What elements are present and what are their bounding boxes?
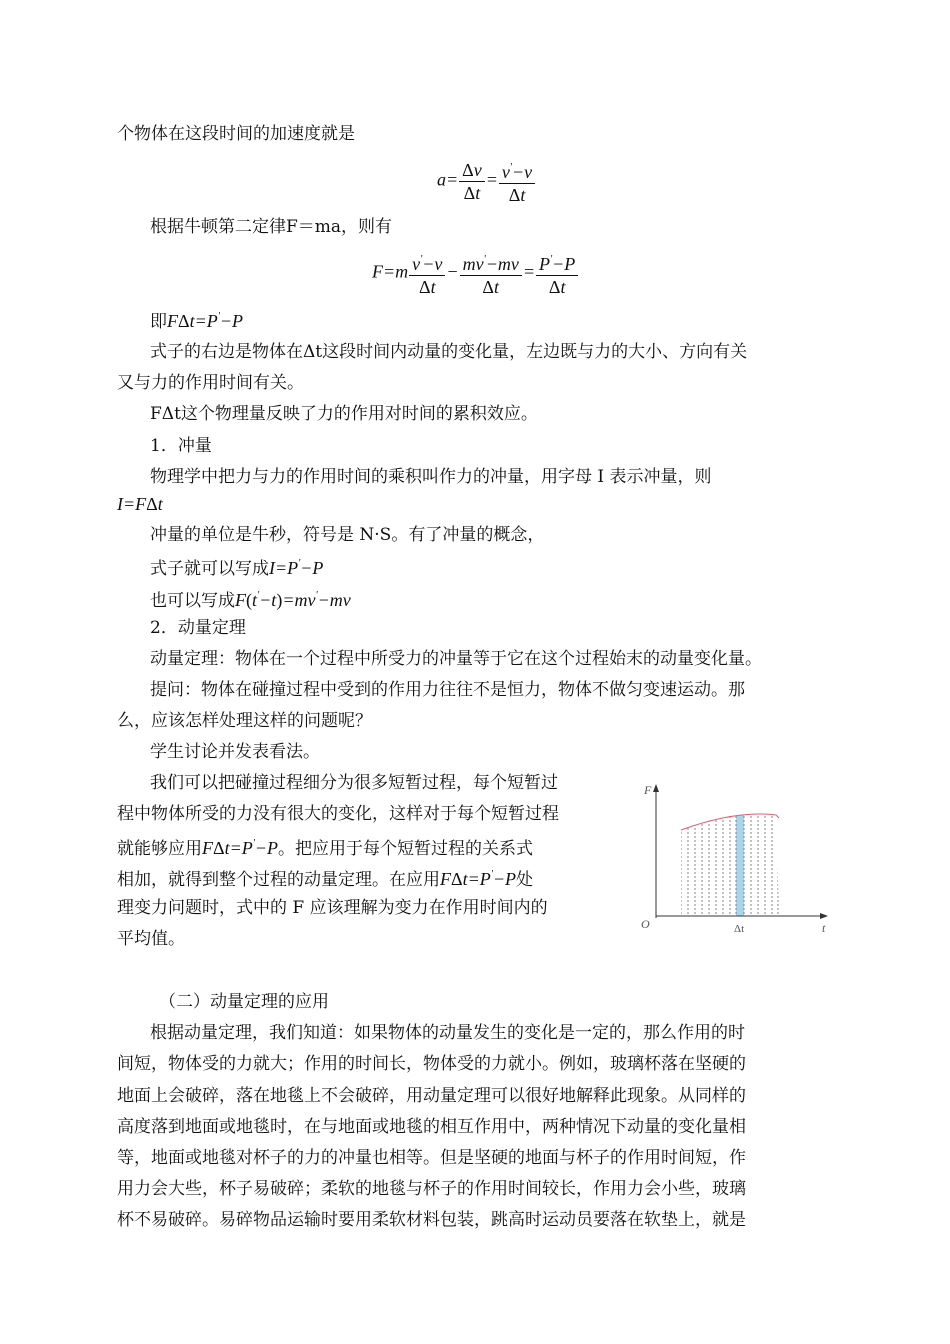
dt-label: Δt [734,923,745,935]
impulse-formula: I=FΔt [117,494,163,514]
para-line-5: 理变力问题时，式中的 F 应该理解为变力在作用时间内的 [117,898,548,918]
right-side-text-a: 式子的右边是物体在Δt这段时间内动量的变化量，左边既与力的大小、方向有关 [150,342,748,362]
para-line-2: 程中物体所受的力没有很大的变化，这样对于每个短暂过程 [117,804,559,824]
impulse-definition: 物理学中把力与力的作用时间的乘积叫作力的冲量，用字母 I 表示冲量，则 [150,467,712,487]
heading-theorem: 2．动量定理 [150,618,246,638]
inline-formula-2: FΔt=P'−P [440,869,517,889]
para-line-3 [117,833,533,860]
newton-law-text: 根据牛顿第二定律F＝ma，则有 [150,217,393,237]
para-line-6: 平均值。 [117,929,185,949]
para-line-4a: 相加，就得到整个过程的动量定理。在应用 [117,870,440,890]
impulse-momentum-formula: FΔt=P'−P [167,311,244,331]
paragraph-line: 间短，物体受的力就大；作用的时间长，物体受的力就小。例如，玻璃杯落在坚硬的 [117,1054,746,1074]
unit-text: 冲量的单位是牛秒，符号是 N·S。有了冲量的概念， [150,525,545,545]
para-line-1: 我们可以把碰撞过程细分为很多短暂过程，每个短暂过 [150,773,558,793]
paragraph-line: 根据动量定理，我们知道：如果物体的动量发生的变化是一定的，那么作用的时 [150,1023,745,1043]
para-line-3b: 。把应用于每个短暂过程的关系式 [278,839,534,859]
paragraph-line: 用力会大些，杯子易破碎；柔软的地毯与杯子的作用时间较长，作用力会小些，玻璃 [117,1179,746,1199]
inline-formula-1: FΔt=P'−P [202,838,279,858]
theorem-text: 动量定理：物体在一个过程中所受力的冲量等于它在这个过程始末的动量变化量。 [150,649,762,669]
force-time-figure [636,780,836,940]
impulse-theorem-formula: I=P'−P [269,558,324,578]
para-line-4b: 处 [516,870,534,890]
right-side-text-b: 又与力的作用时间有关。 [117,373,304,393]
question-text-a: 提问：物体在碰撞过程中受到的作用力往往不是恒力，物体不做匀变速运动。那 [150,680,745,700]
accumulation-text: FΔt这个物理量反映了力的作用对时间的累积效应。 [150,404,538,424]
slice-lines [681,800,778,916]
paragraph-line: 地面上会破碎，落在地毯上不会破碎，用动量定理可以很好地解释此现象。从同样的 [117,1086,746,1106]
write2-text: 也可以写成 [150,591,235,611]
para-line-3a: 就能够应用 [117,839,202,859]
question-text-b: 么，应该怎样处理这样的问题呢？ [117,711,372,731]
force-formula: F=m $\frac{v'-v}{\Delta t}$ − $\frac{mv'-mv}{\Delta t}$ = $\frac{P'-P}{\Delta t}$ [372,250,579,297]
ji-line [150,306,243,333]
x-axis-label: t [822,921,826,935]
y-axis-arrow [653,784,659,792]
paragraph-line: 等，地面或地毯对杯子的力的冲量也相等。但是坚硬的地面与杯子的作用时间短，作 [117,1148,746,1168]
ji-text: 即 [150,312,167,332]
impulse-theorem-formula-2: F(t'−t)=mv'−mv [235,590,351,610]
acceleration-formula: a= $\frac{\Delta v}{\Delta t}$ = $\frac{v'-v}{\Delta t}$ [437,158,536,205]
write1-text: 式子就可以写成 [150,559,269,579]
write-line-2 [150,585,351,612]
paragraph-line: 杯不易破碎。易碎物品运输时要用柔软材料包装，跳高时运动员要落在软垫上，就是 [117,1210,746,1230]
section-heading-application: （二）动量定理的应用 [159,992,329,1012]
paragraph-line: 高度落到地面或地毯时，在与地面或地毯的相互作用中，两种情况下动量的变化量相 [117,1117,746,1137]
origin-label: O [641,917,650,931]
para-line-4 [117,864,533,891]
write-line-1 [150,553,323,580]
x-axis-arrow [820,913,828,919]
discuss-text: 学生讨论并发表看法。 [150,742,320,762]
intro-text: 个物体在这段时间的加速度就是 [117,124,355,144]
y-axis-label: F [644,783,652,797]
heading-impulse: 1．冲量 [150,436,212,456]
highlight-strip [736,800,744,920]
